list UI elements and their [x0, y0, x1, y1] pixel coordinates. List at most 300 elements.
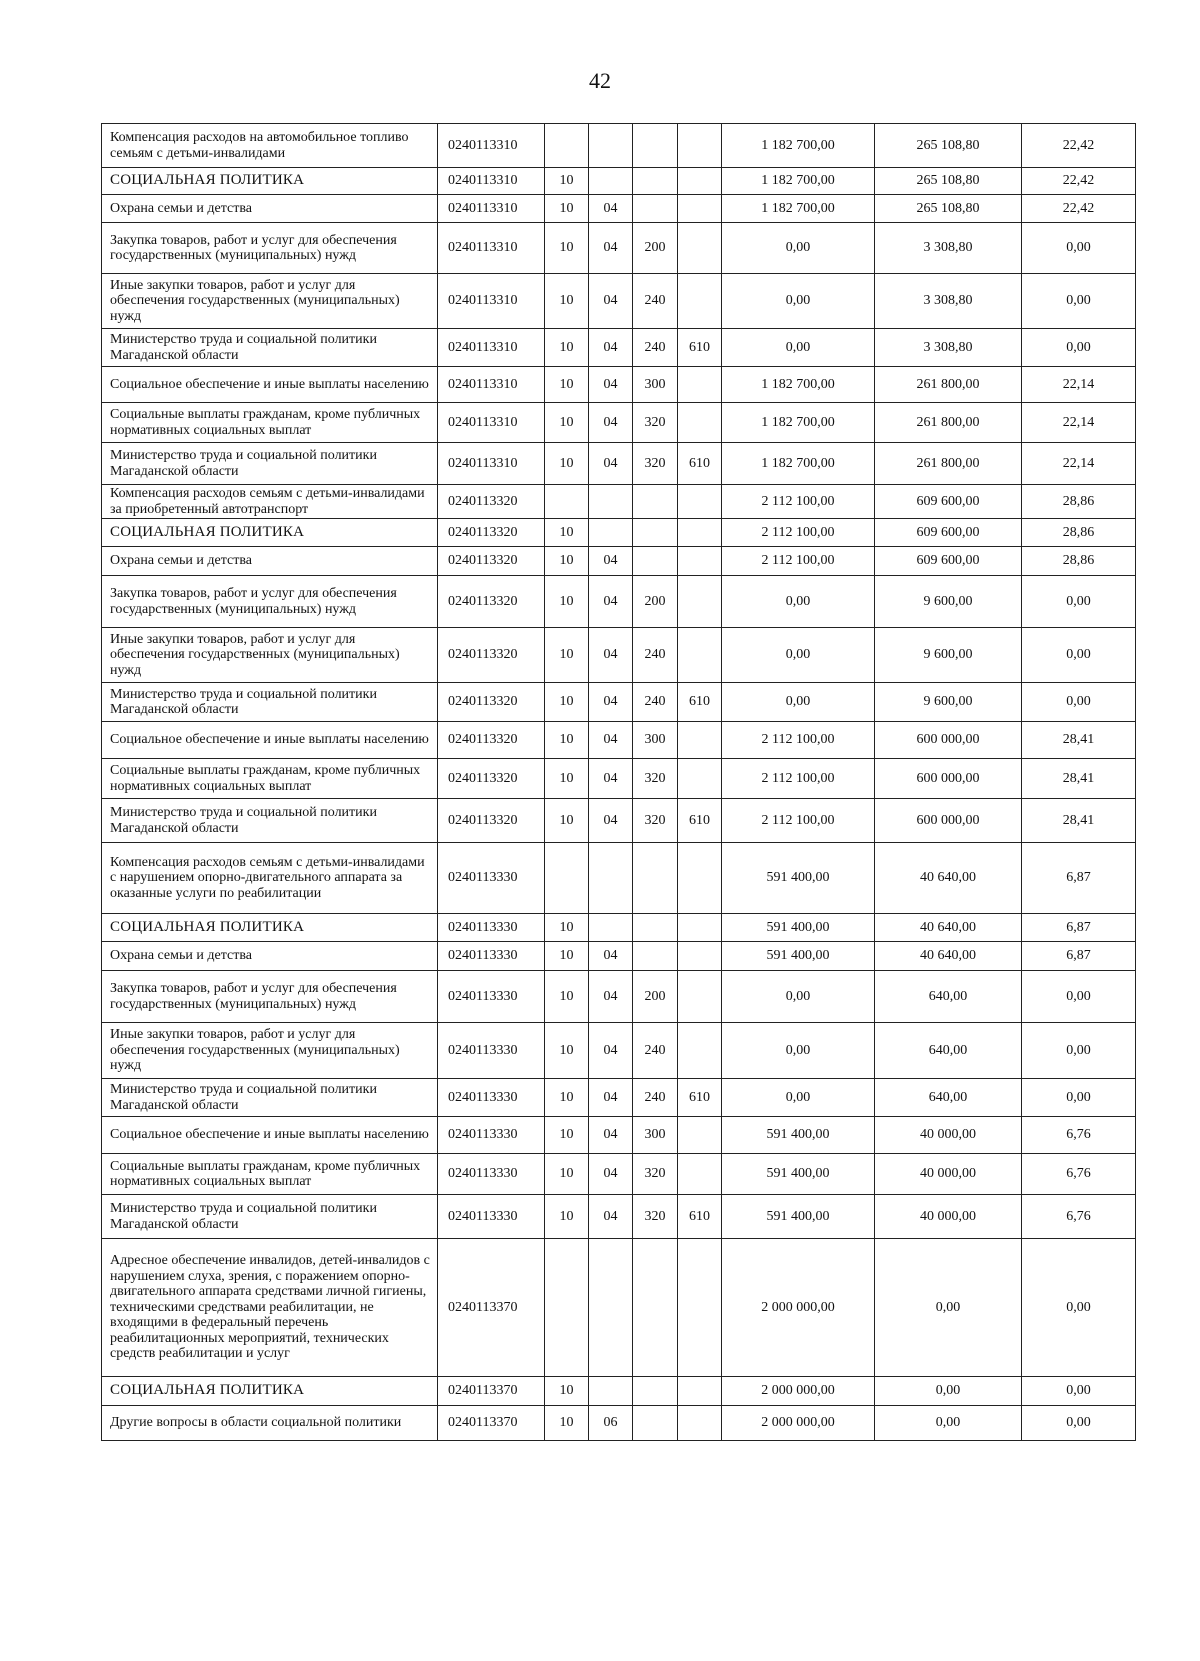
budget-code-cell: 0240113310 [438, 367, 545, 403]
row-name-cell: Закупка товаров, работ и услуг для обеспечения государственных (муниципальных) нужд [102, 223, 438, 274]
execution-percent-cell: 0,00 [1022, 971, 1136, 1023]
ministry-code-cell [678, 722, 722, 759]
subsection-code-cell: 04 [589, 942, 633, 971]
actual-amount-cell: 640,00 [875, 1023, 1022, 1079]
actual-amount-cell: 261 800,00 [875, 443, 1022, 485]
execution-percent-cell: 0,00 [1022, 223, 1136, 274]
section-code-cell: 10 [545, 628, 589, 683]
execution-percent-cell: 6,76 [1022, 1117, 1136, 1154]
planned-amount-cell: 591 400,00 [722, 1195, 875, 1239]
subsection-code-cell: 04 [589, 628, 633, 683]
section-code-cell: 10 [545, 576, 589, 628]
table-row [102, 519, 1136, 547]
expense-type-cell: 240 [633, 628, 678, 683]
ministry-code-cell [678, 914, 722, 942]
actual-amount-cell: 40 000,00 [875, 1117, 1022, 1154]
subsection-code-cell: 04 [589, 722, 633, 759]
expense-type-cell: 240 [633, 274, 678, 329]
row-name-cell: Министерство труда и социальной политики Магаданской области [102, 443, 438, 485]
actual-amount-cell: 640,00 [875, 1079, 1022, 1117]
subsection-code-cell: 04 [589, 1079, 633, 1117]
section-code-cell: 10 [545, 683, 589, 722]
section-code-cell: 10 [545, 403, 589, 443]
execution-percent-cell: 0,00 [1022, 683, 1136, 722]
planned-amount-cell: 2 112 100,00 [722, 485, 875, 519]
ministry-code-cell: 610 [678, 1195, 722, 1239]
subsection-code-cell: 04 [589, 1154, 633, 1195]
actual-amount-cell: 265 108,80 [875, 124, 1022, 168]
budget-code-cell: 0240113320 [438, 722, 545, 759]
expense-type-cell: 240 [633, 1023, 678, 1079]
row-name-cell: Закупка товаров, работ и услуг для обеспечения государственных (муниципальных) нужд [102, 576, 438, 628]
budget-code-cell: 0240113330 [438, 942, 545, 971]
actual-amount-cell: 609 600,00 [875, 519, 1022, 547]
planned-amount-cell: 0,00 [722, 683, 875, 722]
table-row [102, 914, 1136, 942]
actual-amount-cell: 0,00 [875, 1406, 1022, 1441]
ministry-code-cell [678, 942, 722, 971]
table-row [102, 1377, 1136, 1406]
actual-amount-cell: 40 640,00 [875, 843, 1022, 914]
expense-type-cell: 320 [633, 443, 678, 485]
expense-type-cell [633, 519, 678, 547]
subsection-code-cell: 04 [589, 223, 633, 274]
expense-type-cell [633, 1406, 678, 1441]
section-code-cell: 10 [545, 443, 589, 485]
execution-percent-cell: 0,00 [1022, 576, 1136, 628]
execution-percent-cell: 0,00 [1022, 628, 1136, 683]
actual-amount-cell: 40 640,00 [875, 942, 1022, 971]
expense-type-cell: 200 [633, 971, 678, 1023]
planned-amount-cell: 2 112 100,00 [722, 799, 875, 843]
budget-code-cell: 0240113310 [438, 168, 545, 195]
table-row [102, 1195, 1136, 1239]
actual-amount-cell: 40 000,00 [875, 1154, 1022, 1195]
expense-type-cell [633, 124, 678, 168]
ministry-code-cell [678, 1154, 722, 1195]
execution-percent-cell: 0,00 [1022, 1406, 1136, 1441]
execution-percent-cell: 0,00 [1022, 274, 1136, 329]
budget-code-cell: 0240113370 [438, 1239, 545, 1377]
execution-percent-cell: 22,42 [1022, 124, 1136, 168]
actual-amount-cell: 9 600,00 [875, 576, 1022, 628]
budget-code-cell: 0240113310 [438, 223, 545, 274]
actual-amount-cell: 261 800,00 [875, 403, 1022, 443]
table-row [102, 403, 1136, 443]
table-row [102, 759, 1136, 799]
subsection-code-cell: 04 [589, 195, 633, 223]
subsection-code-cell [589, 1239, 633, 1377]
row-name-cell: Компенсация расходов на автомобильное топливо семьям с детьми-инвалидами [102, 124, 438, 168]
subsection-code-cell: 04 [589, 1195, 633, 1239]
section-code-cell: 10 [545, 329, 589, 367]
row-name-cell: Министерство труда и социальной политики Магаданской области [102, 683, 438, 722]
section-code-cell: 10 [545, 914, 589, 942]
actual-amount-cell: 265 108,80 [875, 195, 1022, 223]
actual-amount-cell: 609 600,00 [875, 547, 1022, 576]
budget-code-cell: 0240113330 [438, 1023, 545, 1079]
subsection-code-cell: 04 [589, 1117, 633, 1154]
subsection-code-cell: 04 [589, 759, 633, 799]
table-row [102, 843, 1136, 914]
table-row [102, 1154, 1136, 1195]
subsection-code-cell [589, 124, 633, 168]
table-row [102, 274, 1136, 329]
subsection-code-cell: 04 [589, 799, 633, 843]
budget-code-cell: 0240113330 [438, 914, 545, 942]
actual-amount-cell: 600 000,00 [875, 759, 1022, 799]
table-row [102, 367, 1136, 403]
subsection-code-cell: 04 [589, 683, 633, 722]
budget-code-cell: 0240113370 [438, 1406, 545, 1441]
actual-amount-cell: 609 600,00 [875, 485, 1022, 519]
actual-amount-cell: 3 308,80 [875, 329, 1022, 367]
expense-type-cell: 200 [633, 223, 678, 274]
table-row [102, 1023, 1136, 1079]
section-code-cell: 10 [545, 519, 589, 547]
expense-type-cell: 240 [633, 329, 678, 367]
execution-percent-cell: 0,00 [1022, 1377, 1136, 1406]
section-code-cell: 10 [545, 367, 589, 403]
ministry-code-cell [678, 971, 722, 1023]
row-name-cell: СОЦИАЛЬНАЯ ПОЛИТИКА [102, 168, 438, 195]
expense-type-cell [633, 942, 678, 971]
budget-code-cell: 0240113310 [438, 443, 545, 485]
planned-amount-cell: 1 182 700,00 [722, 367, 875, 403]
ministry-code-cell [678, 274, 722, 329]
actual-amount-cell: 40 640,00 [875, 914, 1022, 942]
planned-amount-cell: 2 112 100,00 [722, 519, 875, 547]
subsection-code-cell: 04 [589, 1023, 633, 1079]
table-row [102, 1117, 1136, 1154]
table-row [102, 195, 1136, 223]
row-name-cell: Компенсация расходов семьям с детьми-инвалидами с нарушением опорно-двигательного аппарата за оказанные услуги по реабилитации [102, 843, 438, 914]
budget-code-cell: 0240113320 [438, 759, 545, 799]
execution-percent-cell: 0,00 [1022, 329, 1136, 367]
row-name-cell: Министерство труда и социальной политики Магаданской области [102, 329, 438, 367]
section-code-cell: 10 [545, 1406, 589, 1441]
row-name-cell: Социальное обеспечение и иные выплаты населению [102, 722, 438, 759]
ministry-code-cell [678, 1377, 722, 1406]
ministry-code-cell [678, 1023, 722, 1079]
actual-amount-cell: 9 600,00 [875, 683, 1022, 722]
section-code-cell [545, 843, 589, 914]
budget-code-cell: 0240113310 [438, 195, 545, 223]
budget-code-cell: 0240113330 [438, 971, 545, 1023]
actual-amount-cell: 265 108,80 [875, 168, 1022, 195]
table-row [102, 576, 1136, 628]
expense-type-cell [633, 485, 678, 519]
expense-type-cell: 240 [633, 1079, 678, 1117]
subsection-code-cell: 04 [589, 443, 633, 485]
planned-amount-cell: 0,00 [722, 329, 875, 367]
expense-type-cell: 320 [633, 403, 678, 443]
execution-percent-cell: 6,76 [1022, 1195, 1136, 1239]
subsection-code-cell [589, 1377, 633, 1406]
subsection-code-cell: 04 [589, 329, 633, 367]
planned-amount-cell: 0,00 [722, 274, 875, 329]
section-code-cell: 10 [545, 1195, 589, 1239]
execution-percent-cell: 28,86 [1022, 547, 1136, 576]
planned-amount-cell: 1 182 700,00 [722, 124, 875, 168]
ministry-code-cell: 610 [678, 799, 722, 843]
row-name-cell: Иные закупки товаров, работ и услуг для обеспечения государственных (муниципальных) нужд [102, 628, 438, 683]
ministry-code-cell [678, 519, 722, 547]
planned-amount-cell: 0,00 [722, 971, 875, 1023]
expense-type-cell: 320 [633, 1195, 678, 1239]
row-name-cell: Социальные выплаты гражданам, кроме публичных нормативных социальных выплат [102, 403, 438, 443]
section-code-cell [545, 124, 589, 168]
table-row [102, 1239, 1136, 1377]
actual-amount-cell: 40 000,00 [875, 1195, 1022, 1239]
table-row [102, 799, 1136, 843]
table-row [102, 628, 1136, 683]
section-code-cell [545, 485, 589, 519]
budget-code-cell: 0240113330 [438, 1079, 545, 1117]
section-code-cell [545, 1239, 589, 1377]
page-number: 42 [589, 68, 611, 93]
row-name-cell: Другие вопросы в области социальной политики [102, 1406, 438, 1441]
expense-type-cell [633, 195, 678, 223]
expense-type-cell [633, 843, 678, 914]
subsection-code-cell: 04 [589, 367, 633, 403]
budget-code-cell: 0240113320 [438, 628, 545, 683]
ministry-code-cell [678, 485, 722, 519]
planned-amount-cell: 2 112 100,00 [722, 547, 875, 576]
planned-amount-cell: 591 400,00 [722, 1154, 875, 1195]
subsection-code-cell: 04 [589, 403, 633, 443]
expense-type-cell [633, 914, 678, 942]
ministry-code-cell [678, 1406, 722, 1441]
planned-amount-cell: 1 182 700,00 [722, 195, 875, 223]
table-row [102, 168, 1136, 195]
actual-amount-cell: 0,00 [875, 1377, 1022, 1406]
actual-amount-cell: 261 800,00 [875, 367, 1022, 403]
actual-amount-cell: 600 000,00 [875, 799, 1022, 843]
row-name-cell: Министерство труда и социальной политики Магаданской области [102, 799, 438, 843]
subsection-code-cell [589, 485, 633, 519]
ministry-code-cell [678, 843, 722, 914]
planned-amount-cell: 2 112 100,00 [722, 759, 875, 799]
budget-code-cell: 0240113320 [438, 485, 545, 519]
execution-percent-cell: 22,14 [1022, 403, 1136, 443]
planned-amount-cell: 0,00 [722, 1079, 875, 1117]
table-row [102, 124, 1136, 168]
planned-amount-cell: 591 400,00 [722, 942, 875, 971]
row-name-cell: Иные закупки товаров, работ и услуг для обеспечения государственных (муниципальных) нужд [102, 1023, 438, 1079]
ministry-code-cell [678, 168, 722, 195]
row-name-cell: Министерство труда и социальной политики Магаданской области [102, 1195, 438, 1239]
table-row [102, 1406, 1136, 1441]
ministry-code-cell [678, 124, 722, 168]
section-code-cell: 10 [545, 759, 589, 799]
row-name-cell: Охрана семьи и детства [102, 547, 438, 576]
expense-type-cell: 300 [633, 722, 678, 759]
planned-amount-cell: 2 000 000,00 [722, 1239, 875, 1377]
budget-code-cell: 0240113330 [438, 1117, 545, 1154]
row-name-cell: Адресное обеспечение инвалидов, детей-инвалидов с нарушением слуха, зрения, с поражением опорно-двигательного аппарата средствами личной гигиены, техническими средствами реабилитации, не входящими в федеральный перечень реабилитационных мероприятий, технических средств реабилитации и услуг [102, 1239, 438, 1377]
ministry-code-cell: 610 [678, 683, 722, 722]
ministry-code-cell [678, 367, 722, 403]
expense-type-cell: 320 [633, 799, 678, 843]
expense-type-cell [633, 547, 678, 576]
budget-code-cell: 0240113320 [438, 519, 545, 547]
expense-type-cell: 300 [633, 1117, 678, 1154]
ministry-code-cell: 610 [678, 1079, 722, 1117]
expense-type-cell [633, 168, 678, 195]
section-code-cell: 10 [545, 942, 589, 971]
budget-code-cell: 0240113320 [438, 547, 545, 576]
planned-amount-cell: 591 400,00 [722, 1117, 875, 1154]
actual-amount-cell: 0,00 [875, 1239, 1022, 1377]
row-name-cell: СОЦИАЛЬНАЯ ПОЛИТИКА [102, 519, 438, 547]
budget-code-cell: 0240113320 [438, 683, 545, 722]
actual-amount-cell: 600 000,00 [875, 722, 1022, 759]
planned-amount-cell: 0,00 [722, 223, 875, 274]
planned-amount-cell: 0,00 [722, 628, 875, 683]
section-code-cell: 10 [545, 1117, 589, 1154]
actual-amount-cell: 9 600,00 [875, 628, 1022, 683]
table-row [102, 722, 1136, 759]
execution-percent-cell: 28,41 [1022, 722, 1136, 759]
table-body [102, 124, 1136, 1441]
expense-type-cell [633, 1377, 678, 1406]
budget-code-cell: 0240113320 [438, 799, 545, 843]
execution-percent-cell: 22,42 [1022, 195, 1136, 223]
row-name-cell: Социальные выплаты гражданам, кроме публичных нормативных социальных выплат [102, 1154, 438, 1195]
execution-percent-cell: 22,42 [1022, 168, 1136, 195]
section-code-cell: 10 [545, 1377, 589, 1406]
ministry-code-cell [678, 628, 722, 683]
subsection-code-cell [589, 519, 633, 547]
subsection-code-cell [589, 914, 633, 942]
expense-type-cell: 320 [633, 1154, 678, 1195]
execution-percent-cell: 28,86 [1022, 519, 1136, 547]
budget-code-cell: 0240113320 [438, 576, 545, 628]
table-row [102, 223, 1136, 274]
planned-amount-cell: 591 400,00 [722, 914, 875, 942]
row-name-cell: Социальное обеспечение и иные выплаты населению [102, 367, 438, 403]
expense-type-cell [633, 1239, 678, 1377]
execution-percent-cell: 6,87 [1022, 942, 1136, 971]
section-code-cell: 10 [545, 274, 589, 329]
execution-percent-cell: 22,14 [1022, 443, 1136, 485]
table-row [102, 1079, 1136, 1117]
table-row [102, 443, 1136, 485]
ministry-code-cell [678, 195, 722, 223]
subsection-code-cell [589, 843, 633, 914]
table-row [102, 942, 1136, 971]
budget-code-cell: 0240113330 [438, 843, 545, 914]
section-code-cell: 10 [545, 1154, 589, 1195]
planned-amount-cell: 591 400,00 [722, 843, 875, 914]
table-row [102, 683, 1136, 722]
ministry-code-cell [678, 1117, 722, 1154]
ministry-code-cell [678, 403, 722, 443]
ministry-code-cell [678, 759, 722, 799]
subsection-code-cell: 06 [589, 1406, 633, 1441]
expense-type-cell: 200 [633, 576, 678, 628]
ministry-code-cell [678, 1239, 722, 1377]
table-row [102, 547, 1136, 576]
subsection-code-cell: 04 [589, 576, 633, 628]
planned-amount-cell: 2 000 000,00 [722, 1377, 875, 1406]
subsection-code-cell: 04 [589, 274, 633, 329]
row-name-cell: Социальное обеспечение и иные выплаты населению [102, 1117, 438, 1154]
budget-code-cell: 0240113310 [438, 274, 545, 329]
subsection-code-cell [589, 168, 633, 195]
ministry-code-cell [678, 223, 722, 274]
actual-amount-cell: 640,00 [875, 971, 1022, 1023]
actual-amount-cell: 3 308,80 [875, 274, 1022, 329]
row-name-cell: Закупка товаров, работ и услуг для обеспечения государственных (муниципальных) нужд [102, 971, 438, 1023]
execution-percent-cell: 28,41 [1022, 799, 1136, 843]
execution-percent-cell: 28,86 [1022, 485, 1136, 519]
section-code-cell: 10 [545, 971, 589, 1023]
execution-percent-cell: 22,14 [1022, 367, 1136, 403]
execution-percent-cell: 28,41 [1022, 759, 1136, 799]
budget-code-cell: 0240113330 [438, 1195, 545, 1239]
planned-amount-cell: 1 182 700,00 [722, 443, 875, 485]
planned-amount-cell: 1 182 700,00 [722, 403, 875, 443]
execution-percent-cell: 0,00 [1022, 1239, 1136, 1377]
ministry-code-cell [678, 547, 722, 576]
planned-amount-cell: 0,00 [722, 1023, 875, 1079]
execution-percent-cell: 6,87 [1022, 914, 1136, 942]
section-code-cell: 10 [545, 1079, 589, 1117]
section-code-cell: 10 [545, 1023, 589, 1079]
budget-table [101, 123, 1136, 1441]
row-name-cell: Охрана семьи и детства [102, 942, 438, 971]
ministry-code-cell: 610 [678, 329, 722, 367]
expense-type-cell: 240 [633, 683, 678, 722]
planned-amount-cell: 0,00 [722, 576, 875, 628]
expense-type-cell: 320 [633, 759, 678, 799]
budget-code-cell: 0240113310 [438, 403, 545, 443]
planned-amount-cell: 2 000 000,00 [722, 1406, 875, 1441]
section-code-cell: 10 [545, 168, 589, 195]
section-code-cell: 10 [545, 799, 589, 843]
subsection-code-cell: 04 [589, 547, 633, 576]
row-name-cell: Социальные выплаты гражданам, кроме публичных нормативных социальных выплат [102, 759, 438, 799]
section-code-cell: 10 [545, 547, 589, 576]
subsection-code-cell: 04 [589, 971, 633, 1023]
planned-amount-cell: 1 182 700,00 [722, 168, 875, 195]
expense-type-cell: 300 [633, 367, 678, 403]
row-name-cell: Компенсация расходов семьям с детьми-инвалидами за приобретенный автотранспорт [102, 485, 438, 519]
budget-code-cell: 0240113310 [438, 329, 545, 367]
ministry-code-cell: 610 [678, 443, 722, 485]
execution-percent-cell: 0,00 [1022, 1079, 1136, 1117]
execution-percent-cell: 6,76 [1022, 1154, 1136, 1195]
table-row [102, 329, 1136, 367]
row-name-cell: Охрана семьи и детства [102, 195, 438, 223]
execution-percent-cell: 6,87 [1022, 843, 1136, 914]
row-name-cell: СОЦИАЛЬНАЯ ПОЛИТИКА [102, 1377, 438, 1406]
section-code-cell: 10 [545, 195, 589, 223]
ministry-code-cell [678, 576, 722, 628]
actual-amount-cell: 3 308,80 [875, 223, 1022, 274]
section-code-cell: 10 [545, 722, 589, 759]
budget-code-cell: 0240113370 [438, 1377, 545, 1406]
table-row [102, 485, 1136, 519]
table-row [102, 971, 1136, 1023]
row-name-cell: СОЦИАЛЬНАЯ ПОЛИТИКА [102, 914, 438, 942]
execution-percent-cell: 0,00 [1022, 1023, 1136, 1079]
row-name-cell: Министерство труда и социальной политики Магаданской области [102, 1079, 438, 1117]
budget-code-cell: 0240113310 [438, 124, 545, 168]
budget-code-cell: 0240113330 [438, 1154, 545, 1195]
